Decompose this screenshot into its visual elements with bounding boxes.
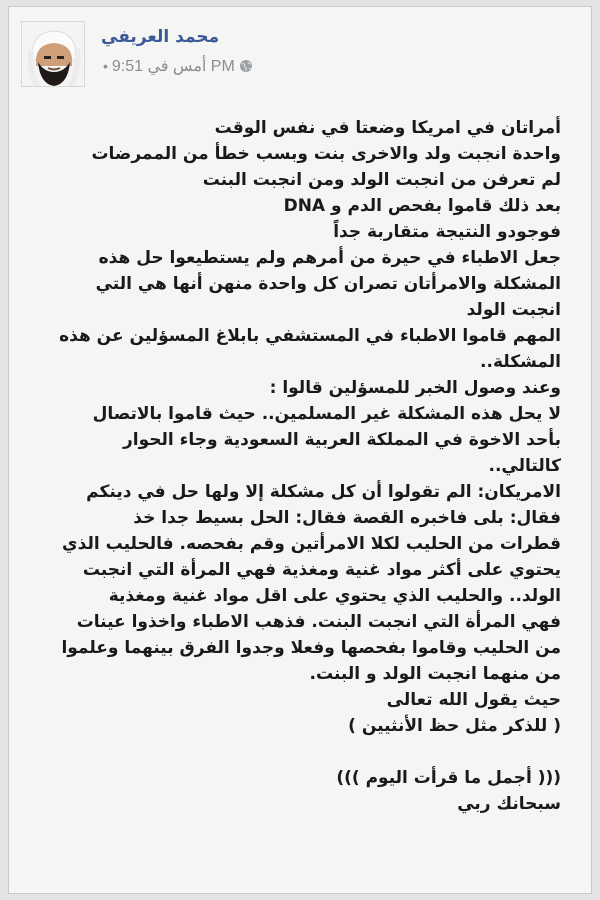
post-line: لا يحل هذه المشكلة غير المسلمين.. حيث قاموا بالاتصال: [92, 404, 561, 424]
post-line: يحتوي على أكثر مواد غنية ومغذية فهي المرأة التي انجبت: [82, 560, 561, 580]
closing-line: سبحانك ربي: [457, 794, 561, 814]
post-header: [9, 7, 591, 93]
post-card: [8, 6, 592, 894]
post-line: كالتالي..: [488, 456, 561, 476]
post-time[interactable]: أمس في 9:51 PM: [111, 58, 235, 75]
audience-globe-icon[interactable]: [239, 59, 253, 73]
closing-line: ((( أجمل ما قرأت اليوم ))): [336, 768, 561, 788]
post-line: بأحد الاخوة في المملكة العربية السعودية وجاء الحوار: [123, 430, 561, 450]
post-line: جعل الاطباء في حيرة من أمرهم ولم يستطيعوا حل هذه: [98, 248, 561, 268]
post-line: انجبت الولد: [466, 300, 561, 320]
post-line: فوجودو النتيجة متقاربة جداً: [333, 222, 561, 242]
post-line: فهي المرأة التي انجبت البنت. فذهب الاطباء واخذوا عينات: [76, 612, 561, 632]
post-meta: [103, 55, 253, 77]
author-avatar[interactable]: [21, 21, 85, 87]
post-line: وعند وصول الخبر للمسؤلين قالوا :: [269, 378, 561, 398]
post-line: أمراتان في امريكا وضعتا في نفس الوقت: [214, 118, 561, 138]
post-line: من الحليب وقاموا بفحصها وفعلا وجدوا الفرق بينهما وعلموا: [61, 638, 561, 658]
post-line: حيث يقول الله تعالى: [386, 690, 561, 710]
post-body: [21, 115, 561, 817]
post-line: لم تعرفن من انجبت الولد ومن انجبت البنت: [202, 170, 561, 190]
post-line: واحدة انجبت ولد والاخرى بنت وبسب خطأ من الممرضات: [91, 144, 561, 164]
post-line: ( للذكر مثل حظ الأنثيين ): [348, 716, 561, 736]
post-line: المشكلة والامرأتان تصران كل واحدة منهن أنها هي التي: [95, 274, 561, 294]
post-line: المهم قاموا الاطباء في المستشفي بابلاغ المسؤلين عن هذه: [59, 326, 561, 346]
post-line: فقال: بلى فاخبره القصة فقال: الحل بسيط جدا خذ: [133, 508, 561, 528]
post-line: الولد.. والحليب الذي يحتوي على اقل مواد غنية ومغذية: [108, 586, 561, 606]
post-line: بعد ذلك قاموا بفحص الدم و DNA: [283, 196, 561, 216]
post-line: المشكلة..: [480, 352, 561, 372]
paragraph-gap: [21, 739, 561, 765]
post-line: الامريكان: الم تقولوا أن كل مشكلة إلا ولها حل في دينكم: [86, 482, 561, 502]
post-line: من منهما انجبت الولد و البنت.: [309, 664, 561, 684]
author-name[interactable]: محمد العريفي: [101, 27, 220, 47]
post-line: قطرات من الحليب لكلا الامرأتين وقم بفحصه. فالحليب الذي: [62, 534, 561, 554]
avatar-image: [22, 22, 85, 87]
separator-dot: •: [103, 58, 108, 74]
